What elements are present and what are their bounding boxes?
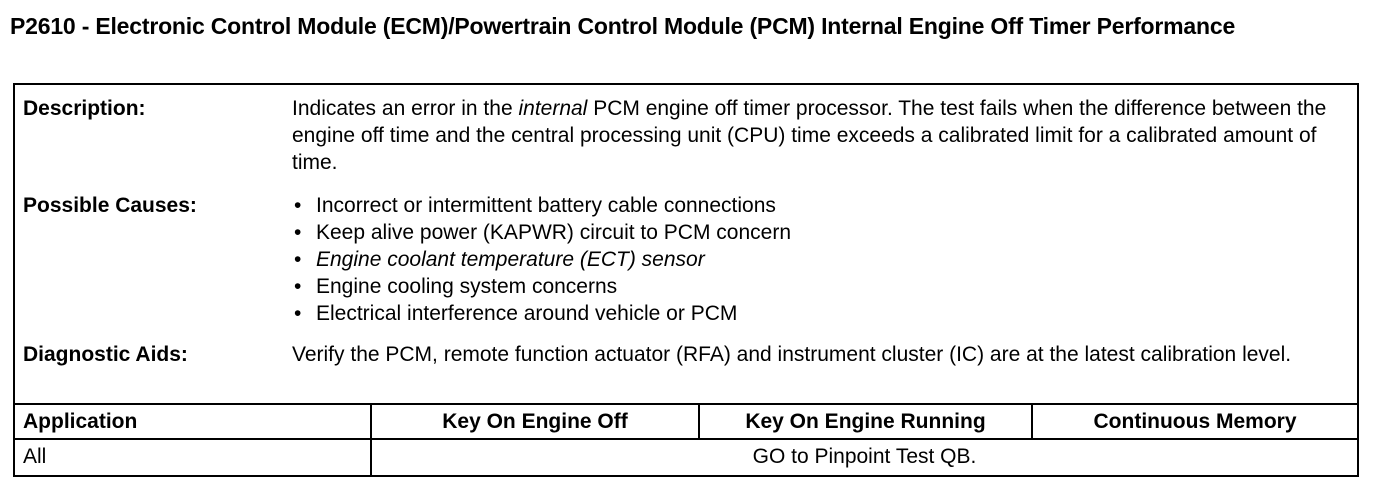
cause-text: Incorrect or intermittent battery cable connections xyxy=(316,194,776,217)
bullet-icon: • xyxy=(294,221,302,244)
diagnostic-aids-label: Diagnostic Aids: xyxy=(23,343,188,366)
page-title: P2610 - Electronic Control Module (ECM)/Powertrain Control Module (PCM) Internal Engine Off Timer Performance xyxy=(10,13,1236,39)
cause-text: Electrical interference around vehicle or PCM xyxy=(316,302,738,325)
description-text-italic: internal xyxy=(518,97,588,120)
bullet-icon: • xyxy=(294,302,302,325)
header-key-on-engine-running: Key On Engine Running xyxy=(698,405,1031,439)
cause-text: Engine coolant temperature (ECT) sensor xyxy=(316,248,705,271)
description-text-part2: PCM engine off timer processor. The test fails when the difference between the engine off time and the central processing unit (CPU) time exceeds a calibrated limit for a calibrated amount of time. xyxy=(292,97,1327,174)
diagnostic-aids-row xyxy=(15,341,1357,401)
bullet-icon: • xyxy=(294,275,302,298)
cell-pinpoint-test: GO to Pinpoint Test QB. xyxy=(370,440,1357,475)
header-application: Application xyxy=(23,410,138,433)
list-item xyxy=(292,246,1352,273)
list-item xyxy=(292,219,1352,246)
cause-text: Engine cooling system concerns xyxy=(316,275,618,298)
application-grid xyxy=(15,403,1357,475)
description-row xyxy=(15,95,1357,191)
list-item xyxy=(292,273,1352,300)
description-text-part1: Indicates an error in the xyxy=(292,97,519,120)
possible-causes-label: Possible Causes: xyxy=(23,194,197,217)
description-text xyxy=(292,95,1352,176)
header-key-on-engine-off: Key On Engine Off xyxy=(370,405,698,439)
possible-causes-row xyxy=(15,192,1357,330)
dtc-info-table xyxy=(13,83,1359,477)
diagnostic-aids-text: Verify the PCM, remote function actuator (RFA) and instrument cluster (IC) are at the latest calibration level. xyxy=(292,343,1292,366)
description-label: Description: xyxy=(23,97,146,120)
bullet-icon: • xyxy=(294,248,302,271)
cell-application: All xyxy=(23,445,47,468)
possible-causes-list-wrap xyxy=(292,192,1352,327)
list-item xyxy=(292,300,1352,327)
list-item xyxy=(292,192,1352,219)
header-continuous-memory: Continuous Memory xyxy=(1031,405,1357,439)
bullet-icon: • xyxy=(294,194,302,217)
cause-text: Keep alive power (KAPWR) circuit to PCM concern xyxy=(316,221,791,244)
possible-causes-list xyxy=(292,192,1352,327)
